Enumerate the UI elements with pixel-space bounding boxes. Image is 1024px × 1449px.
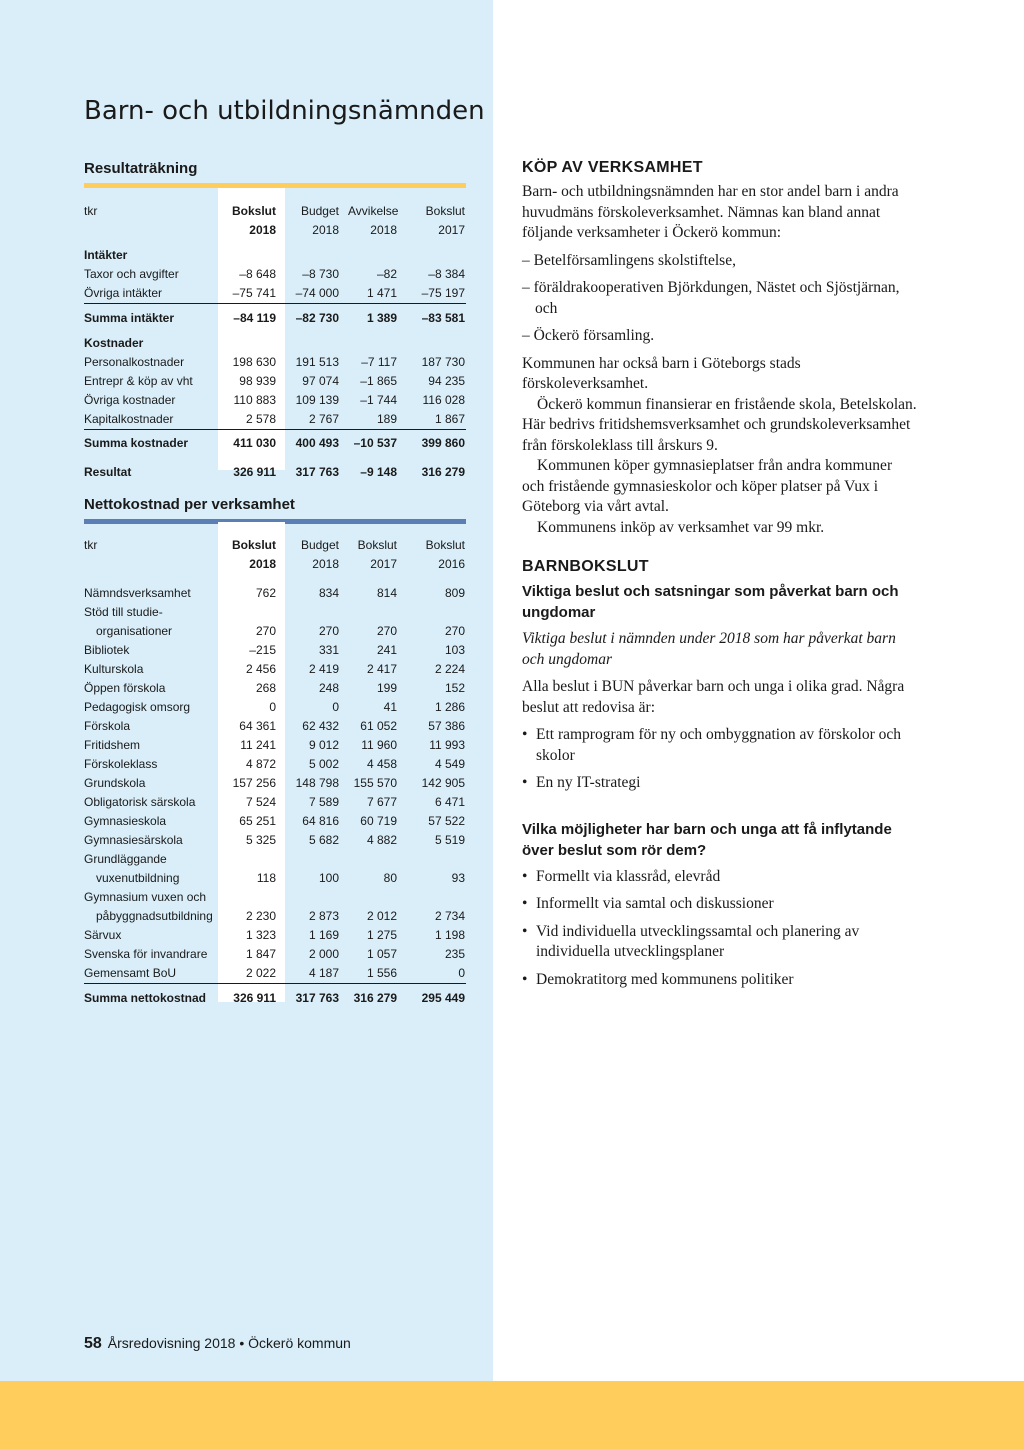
table-row xyxy=(84,622,466,641)
cell-value: 4 872 xyxy=(245,757,276,771)
table-header-row xyxy=(84,555,466,574)
row-label: Entrepr & köp av vht xyxy=(84,373,193,388)
barn-subheading: Viktiga beslut och satsningar som påverkat barn och ungdomar xyxy=(522,583,899,621)
cell-value: 7 589 xyxy=(308,795,339,809)
cell-value: 331 xyxy=(318,643,339,657)
cell-value: –9 148 xyxy=(360,465,397,479)
cell-value: 187 730 xyxy=(421,354,465,369)
kostnader-rows xyxy=(84,353,466,430)
list-item: • Vid individuella utvecklingssamtal och planering av individuella utvecklingsplaner xyxy=(522,922,917,963)
cell-value: 270 xyxy=(376,624,397,638)
barn-bullet-list xyxy=(522,725,917,794)
table-header-row xyxy=(84,522,466,555)
cell-value: 326 911 xyxy=(233,465,276,479)
unit-label: tkr xyxy=(84,204,98,218)
cell-value: 110 883 xyxy=(233,392,276,407)
cell-value: 11 960 xyxy=(361,738,397,752)
table-row xyxy=(84,736,466,755)
netto-table xyxy=(84,522,466,1008)
table-row xyxy=(84,410,466,430)
table-header-row xyxy=(84,188,466,221)
table-row xyxy=(84,372,466,391)
table-row xyxy=(84,888,466,907)
cell-value: 2 022 xyxy=(245,966,276,980)
cell-value: 103 xyxy=(444,643,465,657)
row-label: Särvux xyxy=(84,928,122,942)
cell-value: 0 xyxy=(458,966,465,980)
cell-value: 61 052 xyxy=(360,719,397,733)
cell-value xyxy=(348,850,406,869)
cell-value: 148 798 xyxy=(295,776,339,790)
row-label: Summa intäkter xyxy=(84,304,218,328)
col-header-year: 2018 xyxy=(249,223,276,237)
cell-value: 0 xyxy=(332,700,339,714)
table-row xyxy=(84,391,466,410)
paragraph: Alla beslut i BUN påverkar barn och unga i olika grad. Några beslut att redovisa är: xyxy=(522,678,905,716)
cell-value: 2 873 xyxy=(308,909,339,923)
dash-item: – Öckerö församling. xyxy=(522,327,655,344)
cell-value: –84 119 xyxy=(218,304,285,328)
cell-value: 317 763 xyxy=(295,465,339,479)
row-label: Fritidshem xyxy=(84,738,141,752)
col-header: Budget xyxy=(300,538,339,552)
resultat-table-block xyxy=(84,188,466,482)
cell-value: 834 xyxy=(318,586,339,600)
cell-value: 809 xyxy=(444,586,465,600)
cell-value: 1 556 xyxy=(366,966,397,980)
cell-value: 270 xyxy=(255,624,276,638)
paragraph: Öckerö kommun finansierar en fristående skola, Betelskolan. Här bedrivs fritidshemsverksamhet och grundskoleverksamhet från förskoleklass till årskurs 9. xyxy=(522,395,917,454)
section-label-row xyxy=(84,328,466,353)
cell-value: 157 256 xyxy=(232,776,276,790)
barn-heading: BARNBOKSLUT xyxy=(522,558,649,575)
cell-value: 64 361 xyxy=(239,719,276,733)
cell-value: –7 117 xyxy=(361,354,397,369)
cell-value: 199 xyxy=(376,681,397,695)
row-label: Personalkostnader xyxy=(84,354,185,369)
list-item: • Informellt via samtal och diskussioner xyxy=(522,894,917,915)
cell-value: 62 432 xyxy=(302,719,339,733)
cell-value: 2 734 xyxy=(434,909,465,923)
row-label: Öppen förskola xyxy=(84,681,166,695)
cell-value: 2 224 xyxy=(434,662,465,676)
row-label: Resultat xyxy=(84,465,132,479)
resultat-heading: Resultaträkning xyxy=(84,160,466,188)
table-row xyxy=(84,964,466,984)
cell-value: 60 719 xyxy=(360,814,397,828)
list-item: • Formellt via klassråd, elevråd xyxy=(522,867,917,888)
sum-row xyxy=(84,984,466,1008)
cell-value: 1 867 xyxy=(434,411,465,426)
table-row xyxy=(84,850,466,869)
cell-value: 411 030 xyxy=(218,429,285,453)
cell-value xyxy=(285,603,348,622)
cell-value: 1 286 xyxy=(434,700,465,714)
cell-value: –1 744 xyxy=(360,392,397,407)
cell-value: 5 519 xyxy=(434,833,465,847)
cell-value: 191 513 xyxy=(295,354,339,369)
cell-value: 270 xyxy=(318,624,339,638)
cell-value: 97 074 xyxy=(302,373,339,388)
cell-value: 116 028 xyxy=(422,392,465,407)
cell-value: 4 458 xyxy=(366,757,397,771)
cell-value: 1 471 xyxy=(366,286,397,300)
cell-value: 41 xyxy=(383,700,397,714)
cell-value: –8 384 xyxy=(428,267,465,281)
cell-value: 1 389 xyxy=(348,304,406,328)
row-label: Kapitalkostnader xyxy=(84,411,174,426)
table-row xyxy=(84,793,466,812)
table-row xyxy=(84,926,466,945)
row-label: Gymnasium vuxen och xyxy=(84,890,207,904)
cell-value: 80 xyxy=(383,871,397,885)
paragraph: Kommunen köper gymnasieplatser från andra kommuner och fristående gymnasieskolor och köper platser på Vux i Göteborg via vårt avtal. xyxy=(522,457,893,515)
table-row xyxy=(84,831,466,850)
table-row xyxy=(84,812,466,831)
italic-paragraph: Viktiga beslut i nämnden under 2018 som har påverkat barn och ungdomar xyxy=(522,630,896,668)
cell-value: 57 386 xyxy=(428,719,465,733)
row-label: Gymnasieskola xyxy=(84,814,167,828)
cell-value: 98 939 xyxy=(239,373,276,388)
cell-value: 64 816 xyxy=(302,814,339,828)
cell-value xyxy=(406,603,466,622)
row-label: påbyggnadsutbildning xyxy=(96,909,213,923)
cell-value: –74 000 xyxy=(295,286,339,300)
kop-heading: KÖP AV VERKSAMHET xyxy=(522,159,703,176)
section-label-row xyxy=(84,240,466,265)
cell-value: 1 057 xyxy=(366,947,397,961)
cell-value: 4 187 xyxy=(308,966,339,980)
cell-value: 152 xyxy=(444,681,465,695)
col-header: Budget xyxy=(300,204,339,218)
cell-value xyxy=(348,603,406,622)
cell-value: 0 xyxy=(269,700,276,714)
cell-value xyxy=(218,603,285,622)
cell-value: 295 449 xyxy=(406,984,466,1008)
cell-value: 11 993 xyxy=(429,738,465,752)
cell-value: 270 xyxy=(444,624,465,638)
section-label: Kostnader xyxy=(84,335,144,350)
cell-value: –83 581 xyxy=(406,304,466,328)
row-label: Obligatorisk särskola xyxy=(84,795,196,809)
col-header-year: 2018 xyxy=(312,223,339,237)
cell-value: –8 730 xyxy=(302,267,339,281)
table-row xyxy=(84,755,466,774)
table-row xyxy=(84,698,466,717)
table-row xyxy=(84,265,466,284)
paragraph: Barn- och utbildningsnämnden har en stor andel barn i andra huvudmäns förskoleverksamhet. Nämnas kan bland annat följande verksamheter i Öckerö kommun: xyxy=(522,183,899,241)
col-header-year: 2017 xyxy=(370,557,397,571)
cell-value: 109 139 xyxy=(295,392,339,407)
cell-value xyxy=(285,888,348,907)
table-row xyxy=(84,641,466,660)
row-label: Nämndsverksamhet xyxy=(84,586,191,600)
cell-value: 814 xyxy=(376,586,397,600)
resultat-table xyxy=(84,188,466,482)
table-row xyxy=(84,353,466,372)
cell-value: 2 419 xyxy=(308,662,339,676)
cell-value: 2 012 xyxy=(366,909,397,923)
cell-value: –82 730 xyxy=(285,304,348,328)
bottom-band xyxy=(0,1381,1024,1449)
dash-item: – Betelförsamlingens skolstiftelse, xyxy=(522,251,736,269)
cell-value xyxy=(348,888,406,907)
cell-value: 94 235 xyxy=(428,373,465,388)
cell-value: 1 275 xyxy=(366,928,397,942)
cell-value: 9 012 xyxy=(308,738,339,752)
cell-value: 2 578 xyxy=(245,411,276,426)
row-label: Stöd till studie- xyxy=(84,605,163,619)
cell-value: 1 847 xyxy=(245,947,276,961)
cell-value: 93 xyxy=(451,871,465,885)
col-header-year: 2018 xyxy=(249,557,276,571)
row-label: Förskola xyxy=(84,719,131,733)
row-label: Bibliotek xyxy=(84,643,130,657)
row-label: Kulturskola xyxy=(84,662,144,676)
cell-value: 142 905 xyxy=(421,776,465,790)
cell-value: 100 xyxy=(318,871,339,885)
cell-value: 5 325 xyxy=(245,833,276,847)
page-title: Barn- och utbildningsnämnden xyxy=(84,96,485,126)
row-label: Summa nettokostnad xyxy=(84,984,218,1008)
cell-value xyxy=(406,850,466,869)
table-row xyxy=(84,774,466,793)
page-number: 58 xyxy=(84,1335,102,1352)
table-row xyxy=(84,660,466,679)
paragraph: Kommunens inköp av verksamhet var 99 mkr. xyxy=(537,518,825,536)
netto-table-block xyxy=(84,522,466,1008)
paragraph: Kommunen har också barn i Göteborgs stads förskoleverksamhet. xyxy=(522,354,801,392)
cell-value: 235 xyxy=(444,947,465,961)
cell-value: 189 xyxy=(376,411,397,426)
footer-text: Årsredovisning 2018 • Öckerö kommun xyxy=(107,1335,351,1351)
col-header: Bokslut xyxy=(425,538,465,552)
row-label: Grundläggande xyxy=(84,852,167,866)
cell-value: 198 630 xyxy=(232,354,276,369)
cell-value: –82 xyxy=(376,267,397,281)
cell-value: 316 279 xyxy=(348,984,406,1008)
cell-value: 2 000 xyxy=(308,947,339,961)
cell-value: 241 xyxy=(376,643,397,657)
cell-value: 5 682 xyxy=(308,833,339,847)
cell-value: 7 677 xyxy=(366,795,397,809)
cell-value xyxy=(218,888,285,907)
cell-value: 1 323 xyxy=(245,928,276,942)
cell-value: –215 xyxy=(249,643,276,657)
cell-value: 400 493 xyxy=(285,429,348,453)
col-header-year: 2018 xyxy=(312,557,339,571)
cell-value: 6 471 xyxy=(434,795,465,809)
cell-value: 1 169 xyxy=(308,928,339,942)
cell-value: 2 767 xyxy=(308,411,339,426)
row-label: Pedagogisk omsorg xyxy=(84,700,191,714)
row-label: organisationer xyxy=(96,624,173,638)
col-header: Bokslut xyxy=(357,538,397,552)
table-header-row xyxy=(84,221,466,240)
cell-value: –10 537 xyxy=(348,429,406,453)
cell-value: 5 002 xyxy=(308,757,339,771)
cell-value: 762 xyxy=(255,586,276,600)
col-header-year: 2017 xyxy=(438,223,465,237)
cell-value: –75 197 xyxy=(421,286,465,300)
row-label: Taxor och avgifter xyxy=(84,267,179,281)
cell-value: 7 524 xyxy=(245,795,276,809)
cell-value: 118 xyxy=(256,871,276,885)
row-label: Övriga kostnader xyxy=(84,392,176,407)
table-row xyxy=(84,584,466,603)
cell-value: 317 763 xyxy=(285,984,348,1008)
col-header: Bokslut xyxy=(231,204,276,218)
body-text-column xyxy=(522,158,917,997)
cell-value: 4 882 xyxy=(366,833,397,847)
cell-value: 2 456 xyxy=(245,662,276,676)
cell-value: 399 860 xyxy=(406,429,466,453)
netto-heading: Nettokostnad per verksamhet xyxy=(84,496,466,524)
cell-value: 268 xyxy=(255,681,276,695)
col-header: Bokslut xyxy=(231,538,276,552)
cell-value xyxy=(218,850,285,869)
netto-rows xyxy=(84,584,466,984)
table-row xyxy=(84,679,466,698)
table-row xyxy=(84,717,466,736)
cell-value: –8 648 xyxy=(239,267,276,281)
unit-label: tkr xyxy=(84,538,98,552)
list-item: • Demokratitorg med kommunens politiker xyxy=(522,970,917,991)
page-footer xyxy=(84,1335,351,1353)
cell-value: –75 741 xyxy=(232,286,276,300)
table-row xyxy=(84,284,466,304)
col-header: Bokslut xyxy=(425,204,465,218)
cell-value: 2 230 xyxy=(245,909,276,923)
row-label: Gemensamt BoU xyxy=(84,966,177,980)
cell-value: 65 251 xyxy=(239,814,276,828)
cell-value: 57 522 xyxy=(428,814,465,828)
cell-value: 4 549 xyxy=(434,757,465,771)
inflytande-heading: Vilka möjligheter har barn och unga att få inflytande över beslut som rör dem? xyxy=(522,820,892,859)
cell-value xyxy=(285,850,348,869)
sum-row xyxy=(84,304,466,328)
result-row xyxy=(84,463,466,482)
sum-row xyxy=(84,429,466,453)
col-header-year: 2016 xyxy=(438,557,465,571)
inflytande-bullet-list xyxy=(522,867,917,991)
cell-value: 11 241 xyxy=(240,738,276,752)
list-item: • Ett ramprogram för ny och ombyggnation av förskolor och skolor xyxy=(522,725,917,766)
cell-value: 316 279 xyxy=(421,465,465,479)
cell-value: –1 865 xyxy=(360,373,397,388)
cell-value: 1 198 xyxy=(434,928,465,942)
row-label: Gymnasiesärskola xyxy=(84,833,183,847)
table-row xyxy=(84,945,466,964)
col-header-year: 2018 xyxy=(370,223,397,237)
dash-item: – föräldrakooperativen Björkdungen, Nästet och Sjöstjärnan, och xyxy=(522,279,900,317)
cell-value: 155 570 xyxy=(353,776,397,790)
cell-value: 326 911 xyxy=(218,984,285,1008)
table-row xyxy=(84,869,466,888)
cell-value: 248 xyxy=(318,681,339,695)
row-label: Grundskola xyxy=(84,776,146,790)
col-header: Avvikelse xyxy=(348,204,399,218)
section-label: Intäkter xyxy=(84,248,128,262)
row-label: Övriga intäkter xyxy=(84,286,163,300)
table-row xyxy=(84,907,466,926)
table-row xyxy=(84,603,466,622)
row-label: vuxenutbildning xyxy=(96,871,180,885)
cell-value: 2 417 xyxy=(366,662,397,676)
cell-value xyxy=(406,888,466,907)
row-label: Summa kostnader xyxy=(84,429,218,453)
intakter-rows xyxy=(84,265,466,304)
row-label: Svenska för invandrare xyxy=(84,947,208,961)
list-item: • En ny IT-strategi xyxy=(522,773,917,794)
row-label: Förskoleklass xyxy=(84,757,158,771)
